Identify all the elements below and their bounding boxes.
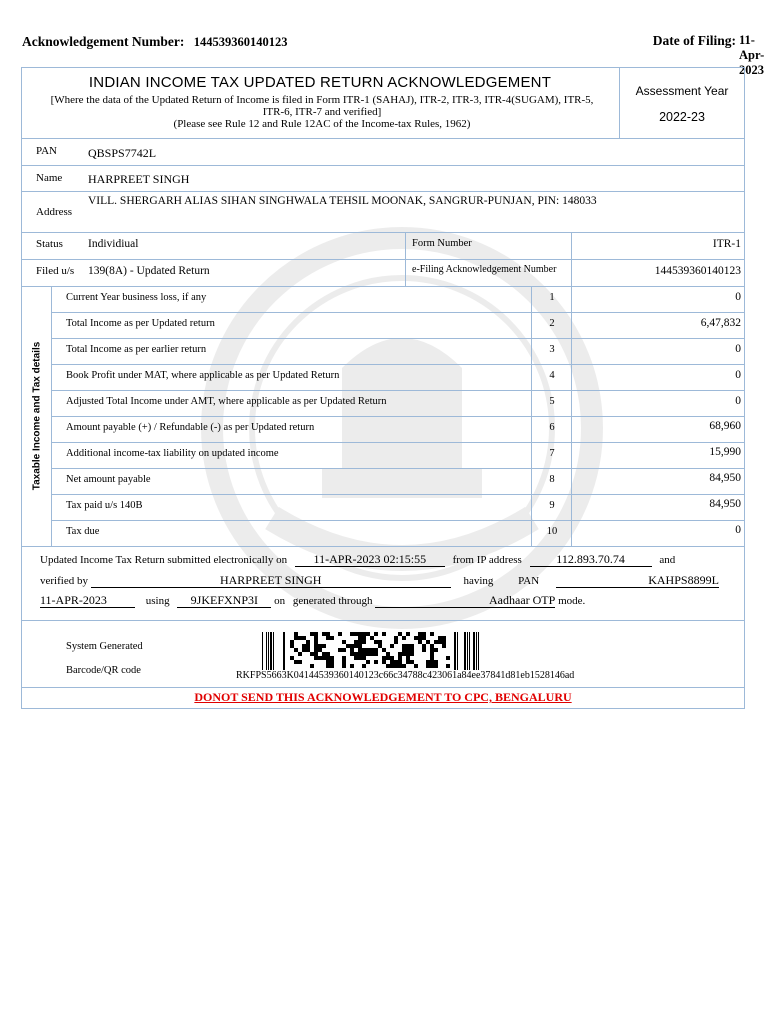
form-subtitle [32,94,612,130]
divider [51,442,744,443]
row-number: 8 [549,474,555,485]
divider [22,232,744,233]
verification-text: PAN [518,575,540,587]
form-title: INDIAN INCOME TAX UPDATED RETURN ACKNOWLEDGEMENT [88,74,552,91]
row-value: 84,950 [709,498,741,510]
address-label: Address [36,206,73,218]
row-label: Tax due [66,526,100,537]
acknowledgement-form [21,67,745,709]
row-label: Additional income-tax liability on updated income [66,448,279,459]
divider [51,494,744,495]
divider [51,468,744,469]
row-value: 68,960 [709,420,741,432]
divider [51,364,744,365]
verification-code: 9JKEFXNP3I [177,594,271,608]
verifier-name: HARPREET SINGH [91,574,451,588]
divider [51,338,744,339]
row-label: Book Profit under MAT, where applicable as per Updated Return [66,370,340,381]
verification-date: 11-APR-2023 [40,594,135,608]
efile-ack-label: e-Filing Acknowledgement Number [412,264,557,275]
row-number: 10 [546,526,558,537]
subtitle-line-1: [Where the data of the Updated Return of Income is filed in Form ITR-1 (SAHAJ), ITR-2, ITR-3, ITR-4(SUGAM), ITR-5, [50,94,594,106]
row-number: 2 [549,318,555,329]
verification-line-3 [40,594,585,608]
date-of-filing [652,33,765,77]
date-label: Date of Filing: [652,33,736,48]
row-number: 9 [549,500,555,511]
verification-text: mode. [558,595,586,607]
divider [22,620,744,621]
barcode-label-1: System Generated [66,641,143,652]
row-value: 0 [735,343,741,355]
verification-text: using [145,595,170,607]
row-number: 4 [549,370,555,381]
divider [22,286,744,287]
divider [22,259,744,260]
filed-value: 139(8A) - Updated Return [88,265,210,277]
side-label-text: Taxable Income and Tax details [31,341,43,491]
row-value: 84,950 [709,472,741,484]
row-value: 15,990 [709,446,741,458]
name-label: Name [36,172,63,184]
pan-label: PAN [36,145,57,157]
barcode-code-text: RKFPS5663K04144539360140123c66c34788c423061a84ee37841d81eb1528146ad [236,670,575,681]
row-label: Amount payable (+) / Refundable (-) as per Updated return [66,422,315,433]
side-label [30,286,44,546]
divider [22,687,744,688]
subtitle-line-3: (Please see Rule 12 and Rule 12AC of the Income-tax Rules, 1962) [173,118,471,130]
status-label: Status [36,238,63,250]
row-value: 0 [735,369,741,381]
row-label: Total Income as per earlier return [66,344,207,355]
address-value: VILL. SHERGARH ALIAS SIHAN SINGHWALA TEHSIL MOONAK, SANGRUR-PUNJAN, PIN: 148033 [88,195,597,207]
verification-line-2 [40,574,719,588]
verification-text: from IP address [452,554,522,566]
divider [22,165,744,166]
verification-text: generated through [292,595,373,607]
date-value: 11-Apr-2023 [739,33,765,77]
divider [22,191,744,192]
row-number: 6 [549,422,555,433]
subtitle-line-2: ITR-6, ITR-7 and verified] [262,106,382,118]
divider [22,138,744,139]
verification-text: verified by [40,575,88,587]
name-value: HARPREET SINGH [88,172,190,186]
divider [22,546,744,547]
efile-ack-value: 144539360140123 [654,265,741,277]
filed-label: Filed u/s [36,265,75,277]
verification-line-1 [40,553,675,567]
row-number: 1 [549,292,555,303]
row-value: 6,47,832 [700,317,741,329]
form-number-label: Form Number [412,238,472,249]
divider [619,68,620,138]
assessment-year-value: 2022-23 [659,110,705,124]
verification-text: and [659,554,676,566]
divider [51,312,744,313]
form-number-value: ITR-1 [712,238,741,250]
row-label: Tax paid u/s 140B [66,500,143,511]
row-value: 0 [735,291,741,303]
assessment-year-label: Assessment Year [635,84,729,98]
barcode-label-2: Barcode/QR code [66,665,141,676]
divider [51,390,744,391]
divider [51,520,744,521]
row-value: 0 [735,524,741,536]
row-number: 3 [549,344,555,355]
row-label: Adjusted Total Income under AMT, where applicable as per Updated Return [66,396,387,407]
barcode-image [262,632,482,672]
verifier-pan: KAHPS8899L [556,574,719,588]
row-value: 0 [735,395,741,407]
footer-warning: DONOT SEND THIS ACKNOWLEDGEMENT TO CPC, BENGALURU [194,690,572,704]
verification-text: Updated Income Tax Return submitted electronically on [40,554,288,566]
row-label: Total Income as per Updated return [66,318,215,329]
row-label: Current Year business loss, if any [66,292,207,303]
divider [51,416,744,417]
row-number: 7 [549,448,555,459]
verification-method: Aadhaar OTP [375,594,555,608]
verification-text: having [463,575,494,587]
ack-label: Acknowledgement Number: [22,34,185,49]
ip-address: 112.893.70.74 [530,553,652,567]
row-number: 5 [549,396,555,407]
pan-value: QBSPS7742L [88,146,157,160]
verification-text: on [274,595,286,607]
row-label: Net amount payable [66,474,151,485]
submission-datetime: 11-APR-2023 02:15:55 [295,553,445,567]
ack-number: 144539360140123 [193,35,288,49]
status-value: Individiual [88,238,139,250]
acknowledgement-number [22,34,287,50]
